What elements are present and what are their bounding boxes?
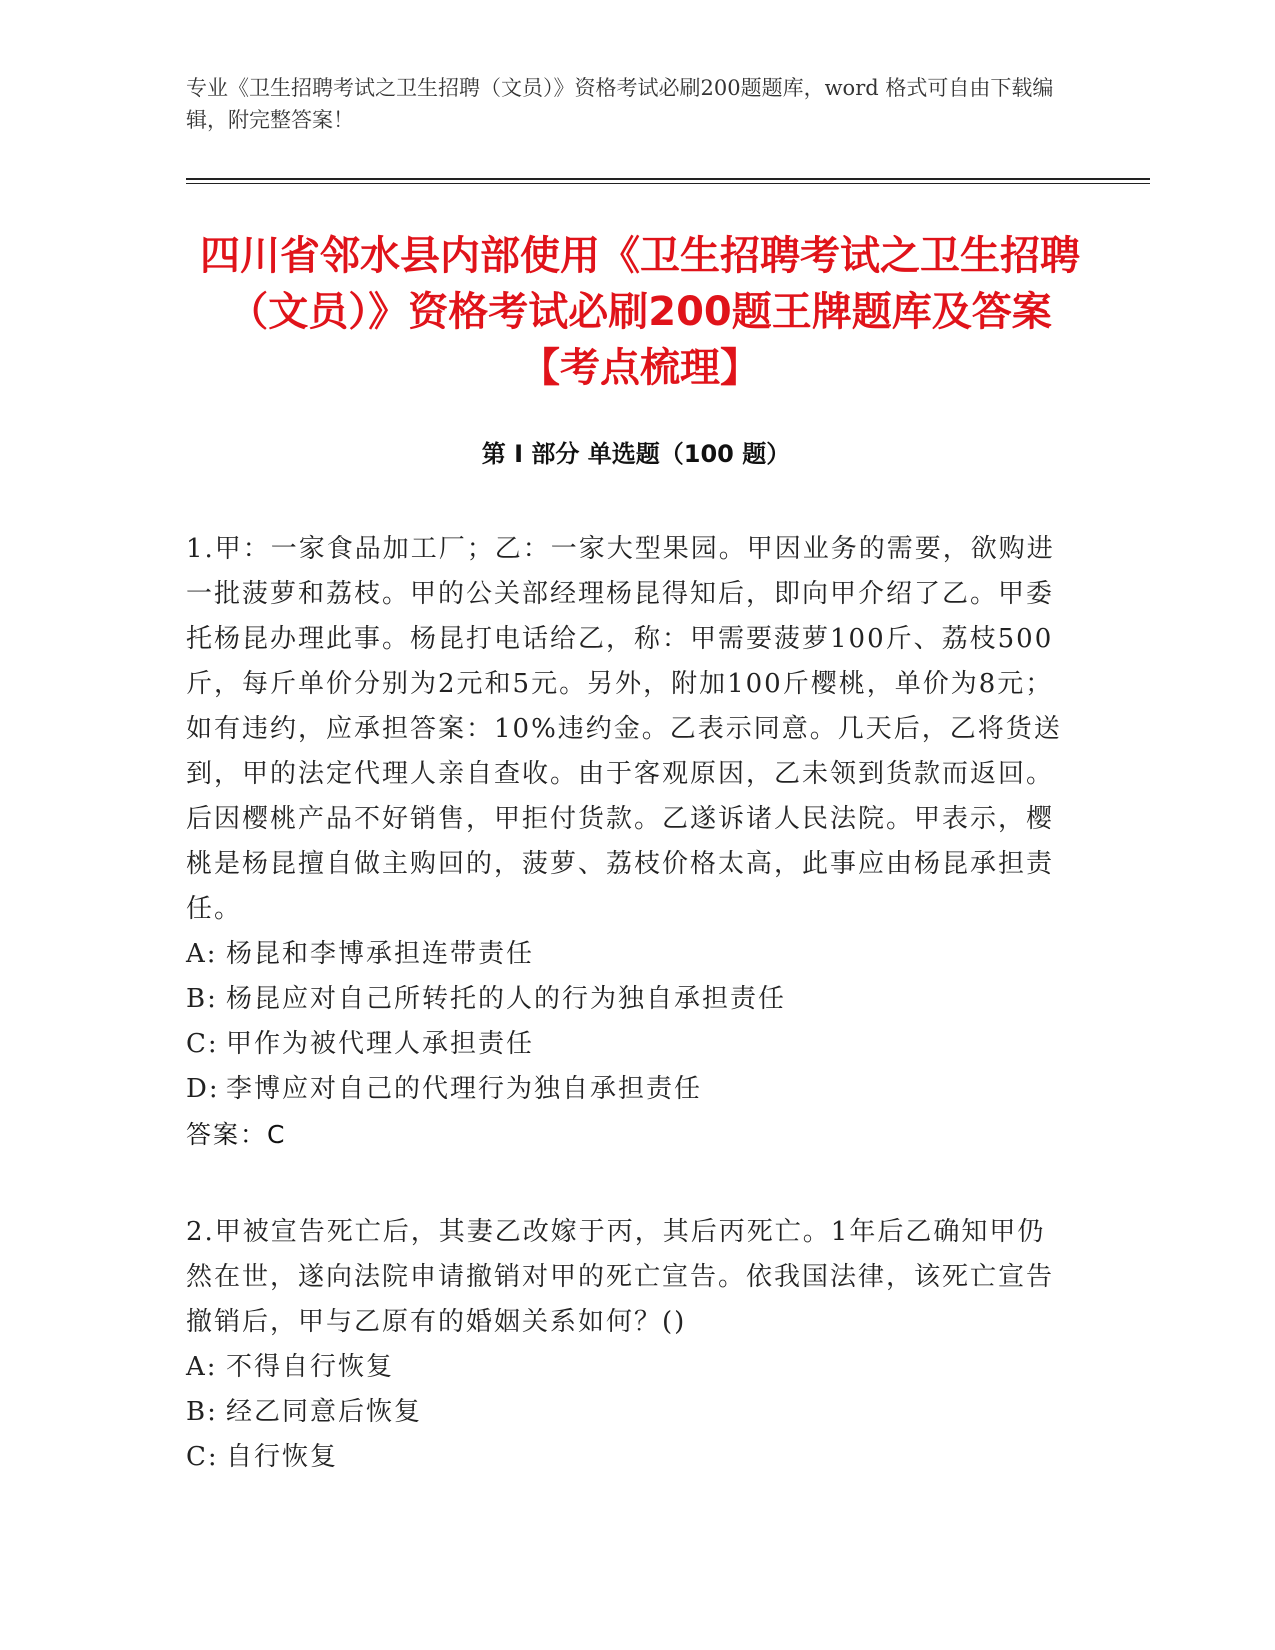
option-a — [186, 1345, 1066, 1390]
answer-line: 答案：C — [186, 1120, 287, 1149]
option-letter: B: — [186, 1397, 218, 1427]
question-list — [186, 527, 1066, 1480]
option-c — [186, 1022, 1066, 1067]
option-text: 经乙同意后恢复 — [226, 1397, 423, 1427]
question-1 — [186, 527, 1066, 1157]
section-heading: 第 I 部分 单选题（100 题） — [481, 440, 791, 468]
option-d — [186, 1067, 1066, 1112]
option-letter: C: — [186, 1029, 219, 1059]
option-b — [186, 977, 1066, 1022]
document-title: 四川省邻水县内部使用《卫生招聘考试之卫生招聘（文员）》资格考试必刷200题王牌题库及答案【考点梳理】 — [200, 233, 1080, 391]
option-text: 杨昆应对自己所转托的人的行为独自承担责任 — [226, 984, 787, 1014]
header-divider-thick — [186, 178, 1150, 180]
option-letter: A: — [186, 939, 218, 969]
option-letter: D: — [186, 1074, 220, 1104]
option-b — [186, 1390, 1066, 1435]
option-text: 李博应对自己的代理行为独自承担责任 — [226, 1074, 703, 1104]
option-letter: C: — [186, 1442, 219, 1472]
question-stem: 2.甲被宣告死亡后，其妻乙改嫁于丙，其后丙死亡。1年后乙确知甲仍然在世，遂向法院申请撤销对甲的死亡宣告。依我国法律，该死亡宣告撤销后，甲与乙原有的婚姻关系如何？() — [186, 1217, 1055, 1337]
option-letter: A: — [186, 1352, 218, 1382]
option-text: 不得自行恢复 — [226, 1352, 395, 1382]
option-text: 自行恢复 — [226, 1442, 339, 1472]
option-a — [186, 932, 1066, 977]
option-text: 杨昆和李博承担连带责任 — [226, 939, 535, 969]
question-stem: 1.甲：一家食品加工厂；乙：一家大型果园。甲因业务的需要，欲购进一批菠萝和荔枝。甲的公关部经理杨昆得知后，即向甲介绍了乙。甲委托杨昆办理此事。杨昆打电话给乙，称：甲需要菠萝100斤、荔枝500斤，每斤单价分别为2元和5元。另外，附加100斤樱桃，单价为8元；如有违约，应承担答案：10%违约金。乙表示同意。几天后，乙将货送到，甲的法定代理人亲自查收。由于客观原因，乙未领到货款而返回。后因樱桃产品不好销售，甲拒付货款。乙遂诉诸人民法院。甲表示，樱桃是杨昆擅自做主购回的，菠萝、荔枝价格太高，此事应由杨昆承担责任。 — [186, 534, 1062, 924]
header-divider-thin — [186, 183, 1150, 184]
option-c — [186, 1435, 1066, 1480]
question-2 — [186, 1210, 1066, 1480]
option-letter: B: — [186, 984, 218, 1014]
option-text: 甲作为被代理人承担责任 — [226, 1029, 535, 1059]
header-note: 专业《卫生招聘考试之卫生招聘（文员）》资格考试必刷200题题库，word 格式可自由下载编辑，附完整答案！ — [186, 76, 1054, 132]
